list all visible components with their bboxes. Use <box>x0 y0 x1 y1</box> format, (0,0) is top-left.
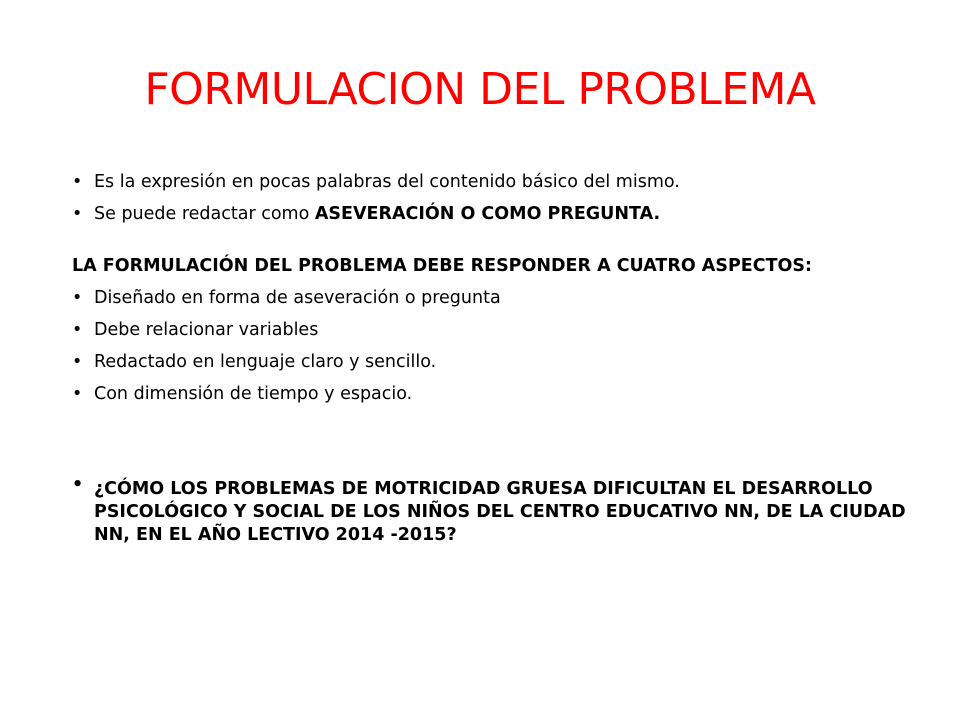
intro-bullet-text: Es la expresión en pocas palabras del contenido básico del mismo. <box>94 172 680 192</box>
bullet-icon: • <box>72 475 84 495</box>
aspect-item <box>72 346 912 378</box>
aspect-item <box>72 282 912 314</box>
intro-bullet-item <box>72 166 912 198</box>
aspect-text: Con dimensión de tiempo y espacio. <box>94 384 413 404</box>
aspect-item <box>72 314 912 346</box>
research-question-item <box>72 474 912 547</box>
bullet-icon: • <box>72 204 83 224</box>
slide-body <box>72 166 912 547</box>
bullet-icon: • <box>72 352 83 372</box>
intro-bullet-text: Se puede redactar como <box>94 204 315 224</box>
aspects-heading: LA FORMULACIÓN DEL PROBLEMA DEBE RESPONDER A CUATRO ASPECTOS: <box>72 256 812 276</box>
aspect-text: Redactado en lenguaje claro y sencillo. <box>94 352 437 372</box>
research-question-text: ¿CÓMO LOS PROBLEMAS DE MOTRICIDAD GRUESA DIFICULTAN EL DESARROLLO PSICOLÓGICO Y SOCIAL DE LOS NIÑOS DEL CENTRO EDUCATIVO NN, DE LA CIUDAD NN, EN EL AÑO LECTIVO 2014 -2015? <box>94 479 906 545</box>
bullet-icon: • <box>72 288 83 308</box>
question-bullet-list <box>72 474 912 547</box>
spacer <box>72 410 912 474</box>
slide-title: FORMULACION DEL PROBLEMA <box>144 64 816 115</box>
bullet-icon: • <box>72 384 83 404</box>
bullet-icon: • <box>72 172 83 192</box>
aspect-text: Diseñado en forma de aseveración o pregunta <box>94 288 501 308</box>
aspects-bullet-list <box>72 282 912 410</box>
aspect-text: Debe relacionar variables <box>94 320 319 340</box>
intro-bullet-bold-text: ASEVERACIÓN O COMO PREGUNTA. <box>314 204 661 224</box>
intro-bullet-item <box>72 198 912 230</box>
bullet-icon: • <box>72 320 83 340</box>
intro-bullet-list <box>72 166 912 230</box>
aspect-item <box>72 378 912 410</box>
